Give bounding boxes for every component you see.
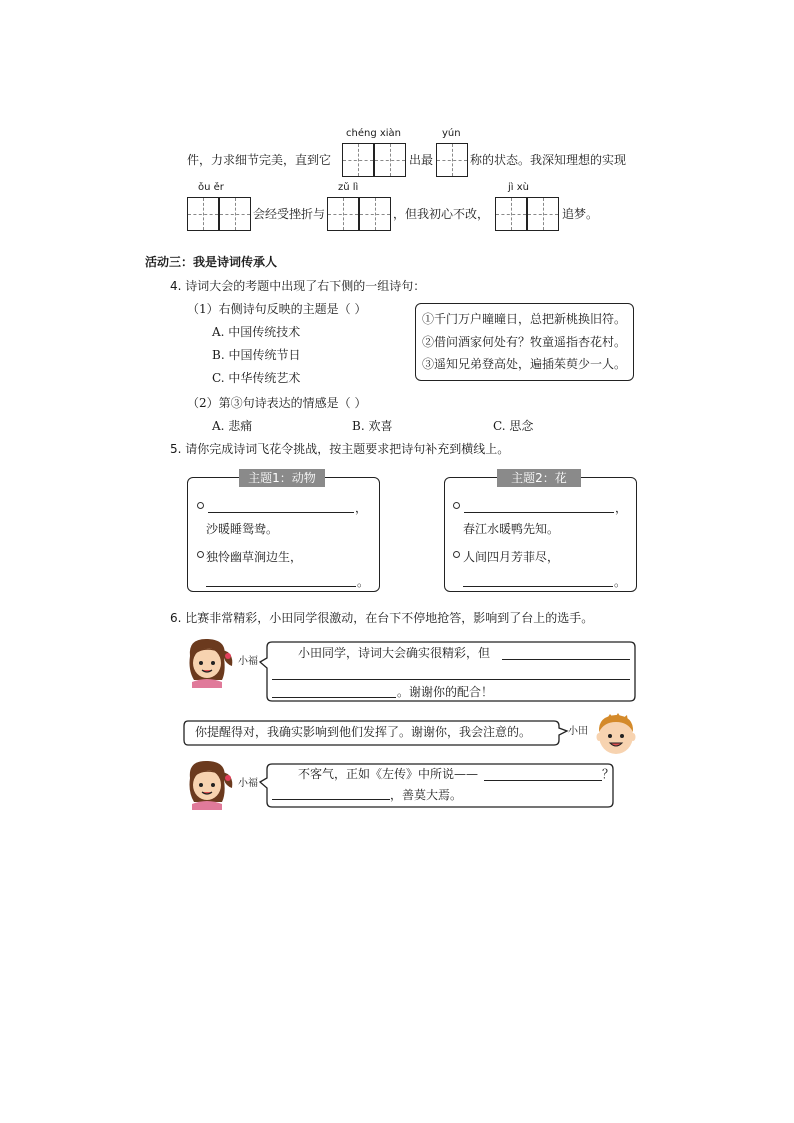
- bubble1-blank-3[interactable]: [272, 697, 396, 698]
- bubble3-text-b: ，善莫大焉。: [390, 788, 463, 802]
- q4-sub2-option-c[interactable]: C. 思念: [493, 419, 534, 433]
- q4-sub2-option-a[interactable]: A. 悲痛: [212, 419, 253, 433]
- char-grid-xu[interactable]: [527, 197, 559, 231]
- poem-line-2: ②借问酒家何处有？牧童遥指杏花村。: [422, 335, 627, 349]
- char-grid-cheng[interactable]: [342, 143, 374, 177]
- pinyin-zuli: zǔ lì: [338, 182, 359, 193]
- sentence-line1-suffix: 称的状态。我深知理想的实现: [470, 153, 627, 167]
- char-grid-yun[interactable]: [436, 143, 468, 177]
- activity3-title: 活动三：我是诗词传承人: [145, 255, 278, 269]
- topic1-line2a: 独怜幽草涧边生，: [206, 550, 303, 564]
- topic2-tag: 主题2：花: [497, 469, 581, 487]
- q4-stem: 4. 诗词大会的考题中出现了右下侧的一组诗句：: [170, 279, 426, 293]
- speaker-xiaofu-2: 小福: [238, 778, 258, 789]
- char-grid-ou[interactable]: [187, 197, 219, 231]
- topic1-blank-2[interactable]: [206, 586, 356, 587]
- char-grid-er[interactable]: [219, 197, 251, 231]
- speaker-xiaofu-1: 小福: [238, 656, 258, 667]
- sentence-line2-c: 追梦。: [562, 207, 599, 221]
- topic1-line1b: 沙暖睡鸳鸯。: [206, 522, 279, 536]
- pinyin-chengxian: chéng xiàn: [346, 128, 402, 139]
- topic2-bullet-2: [453, 551, 460, 558]
- char-grid-zu[interactable]: [327, 197, 359, 231]
- topic1-bullet-1: [197, 502, 204, 509]
- char-grid-xian[interactable]: [374, 143, 406, 177]
- topic2-bullet-1: [453, 502, 460, 509]
- q4-sub2-option-b[interactable]: B. 欢喜: [352, 419, 393, 433]
- topic2-blank-1[interactable]: [464, 512, 614, 513]
- pinyin-yun: yún: [442, 128, 461, 139]
- topic2-blank-2[interactable]: [463, 586, 613, 587]
- girl-avatar-icon-2: [182, 758, 238, 810]
- bubble3-blank-2[interactable]: [272, 799, 390, 800]
- q5-stem: 5. 请你完成诗词飞花令挑战，按主题要求把诗句补充到横线上。: [170, 442, 510, 456]
- topic1-blank-1[interactable]: [208, 512, 354, 513]
- bubble3-text-a: 不客气，正如《左传》中所说——: [298, 767, 479, 781]
- topic2-end: 。: [614, 575, 627, 589]
- topic2-line2a: 人间四月芳菲尽，: [463, 550, 560, 564]
- poem-line-1: ①千门万户曈曈日，总把新桃换旧符。: [422, 312, 627, 326]
- bubble1-text-b: 。谢谢你的配合！: [397, 685, 494, 699]
- topic1-comma: ，: [355, 501, 368, 515]
- boy-avatar-icon: [592, 710, 640, 758]
- bubble1-blank-1[interactable]: [502, 659, 630, 660]
- bubble1-text-a: 小田同学，诗词大会确实很精彩，但: [298, 646, 491, 660]
- topic1-tag: 主题1：动物: [239, 469, 325, 487]
- poem-line-3: ③遥知兄弟登高处，遍插茱萸少一人。: [422, 357, 627, 371]
- sentence-line2-b: ，但我初心不改，: [393, 207, 490, 221]
- sentence-line1-prefix: 件，力求细节完美，直到它: [187, 153, 332, 167]
- speaker-xiaotian: 小田: [568, 726, 588, 737]
- char-grid-li[interactable]: [359, 197, 391, 231]
- q4-sub1: （1）右侧诗句反映的主题是（ ）: [187, 302, 367, 316]
- q4-sub2: （2）第③句诗表达的情感是（ ）: [187, 396, 367, 410]
- topic2-comma: ，: [615, 501, 628, 515]
- pinyin-jixu: jì xù: [508, 182, 529, 193]
- pinyin-ouer: ǒu ěr: [198, 182, 224, 193]
- topic1-bullet-2: [197, 551, 204, 558]
- sentence-line2-a: 会经受挫折与: [253, 207, 326, 221]
- bubble2-text: 你提醒得对，我确实影响到他们发挥了。谢谢你，我会注意的。: [195, 725, 532, 739]
- topic1-end: 。: [357, 575, 370, 589]
- q4-option-a[interactable]: A. 中国传统技术: [212, 325, 301, 339]
- q4-option-c[interactable]: C. 中华传统艺术: [212, 371, 301, 385]
- q6-stem: 6. 比赛非常精彩，小田同学很激动，在台下不停地抢答，影响到了台上的选手。: [170, 611, 594, 625]
- bubble3-question-mark: ？: [602, 767, 615, 781]
- q4-option-b[interactable]: B. 中国传统节日: [212, 348, 301, 362]
- bubble3-blank-1[interactable]: [484, 780, 602, 781]
- girl-avatar-icon: [182, 636, 238, 688]
- topic2-line1b: 春江水暖鸭先知。: [463, 522, 560, 536]
- sentence-line1-middle: 出最: [409, 153, 434, 167]
- char-grid-ji[interactable]: [495, 197, 527, 231]
- bubble1-blank-2[interactable]: [272, 679, 630, 680]
